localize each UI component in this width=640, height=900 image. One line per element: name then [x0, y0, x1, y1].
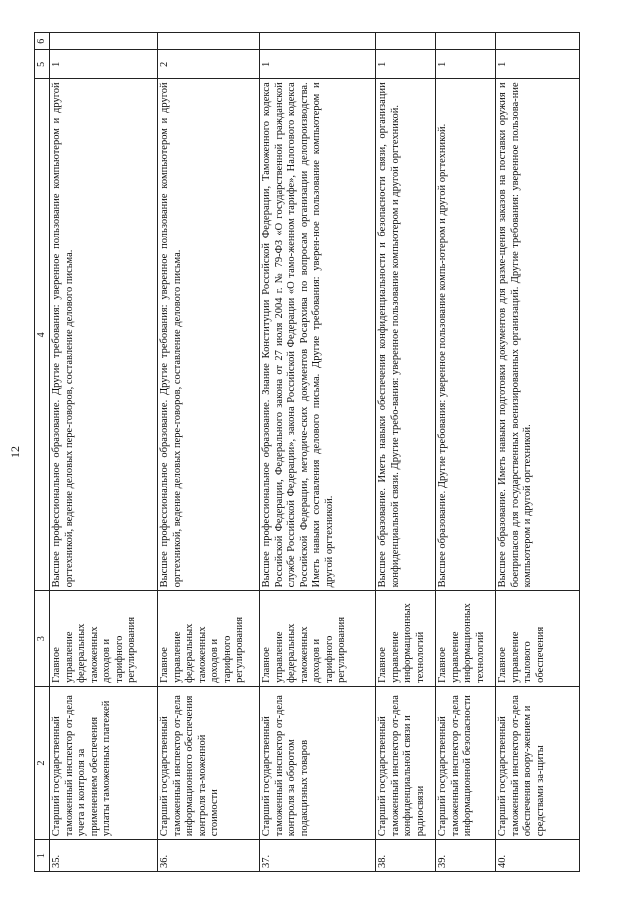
- requirements: Высшее профессиональное образование. Другие требования: уверенное пользование компьютером и другой оргтехникой, ведение деловых пере-говоров, составление делового письма.: [50, 79, 158, 591]
- department: Главное управление федеральных таможенных доходов и тарифного регулирования: [260, 591, 376, 686]
- vacancy-count: 1: [376, 50, 436, 79]
- row-number: 36.: [158, 840, 260, 872]
- note: [436, 33, 496, 50]
- note: [260, 33, 376, 50]
- column-number: 6: [35, 33, 50, 50]
- table-row: [260, 33, 376, 872]
- note: [50, 33, 158, 50]
- column-number: 1: [35, 840, 50, 872]
- row-number: 37.: [260, 840, 376, 872]
- row-number: 35.: [50, 840, 158, 872]
- position-title: Старший государственный таможенный инспектор от-дела обеспечения воору-жением и средствами за-щиты: [496, 686, 580, 839]
- vacancy-count: 1: [496, 50, 580, 79]
- table-row: [158, 33, 260, 872]
- row-number: 38.: [376, 840, 436, 872]
- rotated-page-content: [8, 32, 630, 872]
- page-number: 12: [8, 446, 22, 458]
- vacancy-table: [34, 32, 580, 872]
- table-row: [496, 33, 580, 872]
- requirements: Высшее профессиональное образование. Другие требования: уверенное пользование компьютером и другой оргтехникой, ведение деловых пере-говоров, составление делового письма.: [158, 79, 260, 591]
- vacancy-count: 1: [260, 50, 376, 79]
- vacancy-count: 1: [436, 50, 496, 79]
- row-number: 40.: [496, 840, 580, 872]
- requirements: Высшее образование. Другие требования: уверенное пользование компь-ютером и другой оргтехникой.: [436, 79, 496, 591]
- requirements: Высшее профессиональное образование. Знание Конституции Российской Федерации, Таможенного кодекса Российской Федерации, Федерального закона от 27 июля 2004 г. № 79-ФЗ «О государственной гражданской службе Российской Федерации», закона Российской Федерации «О тамо-женном тарифе», Налогового кодекса Российской Федерации, методиче-ских документов Росархива по вопросам организации делопроизводства. Иметь навыки составления делового письма. Другие требования: уверен-ное пользование компьютером и другой оргтехникой.: [260, 79, 376, 591]
- note: [496, 33, 580, 50]
- department: Главное управление федеральных таможенных доходов и тарифного регулирования: [50, 591, 158, 686]
- note: [158, 33, 260, 50]
- column-number: 4: [35, 79, 50, 591]
- department: Главное управление федеральных таможенных доходов и тарифного регулирования: [158, 591, 260, 686]
- department: Главное управление тылового обеспечения: [496, 591, 580, 686]
- row-number: 39.: [436, 840, 496, 872]
- requirements: Высшее образование. Иметь навыки подготовки документов для разме-щения заказов на поставки оружия и боеприпасов для государственных военизированных организаций. Другие требования: уверенное пользова-ние компьютером и другой оргтехникой.: [496, 79, 580, 591]
- vacancy-count: 2: [158, 50, 260, 79]
- requirements: Высшее образование. Иметь навыки обеспечения конфиденциальности и безопасности связи, организации конфиденциальной связи. Другие требо-вания: уверенное пользование компьютером и другой оргтехникой.: [376, 79, 436, 591]
- table-row: [436, 33, 496, 872]
- department: Главное управление информационных технологий: [376, 591, 436, 686]
- column-number-row: [35, 33, 50, 872]
- column-number: 5: [35, 50, 50, 79]
- position-title: Старший государственный таможенный инспектор от-дела конфиденциальной связи и радиосвязи: [376, 686, 436, 839]
- department: Главное управление информационных технологий: [436, 591, 496, 686]
- position-title: Старший государственный таможенный инспектор от-дела информационной безопасности: [436, 686, 496, 839]
- table-row: [50, 33, 158, 872]
- position-title: Старший государственный таможенный инспектор от-дела контроля за оборотом подакцизных товаров: [260, 686, 376, 839]
- vacancy-count: 1: [50, 50, 158, 79]
- column-number: 2: [35, 686, 50, 839]
- table-row: [376, 33, 436, 872]
- position-title: Старший государственный таможенный инспектор от-дела учета и контроля за применением обеспечения уплаты таможенных платежей: [50, 686, 158, 839]
- column-number: 3: [35, 591, 50, 686]
- note: [376, 33, 436, 50]
- position-title: Старший государственный таможенный инспектор от-дела информационного обеспечения контроля та-моженной стоимости: [158, 686, 260, 839]
